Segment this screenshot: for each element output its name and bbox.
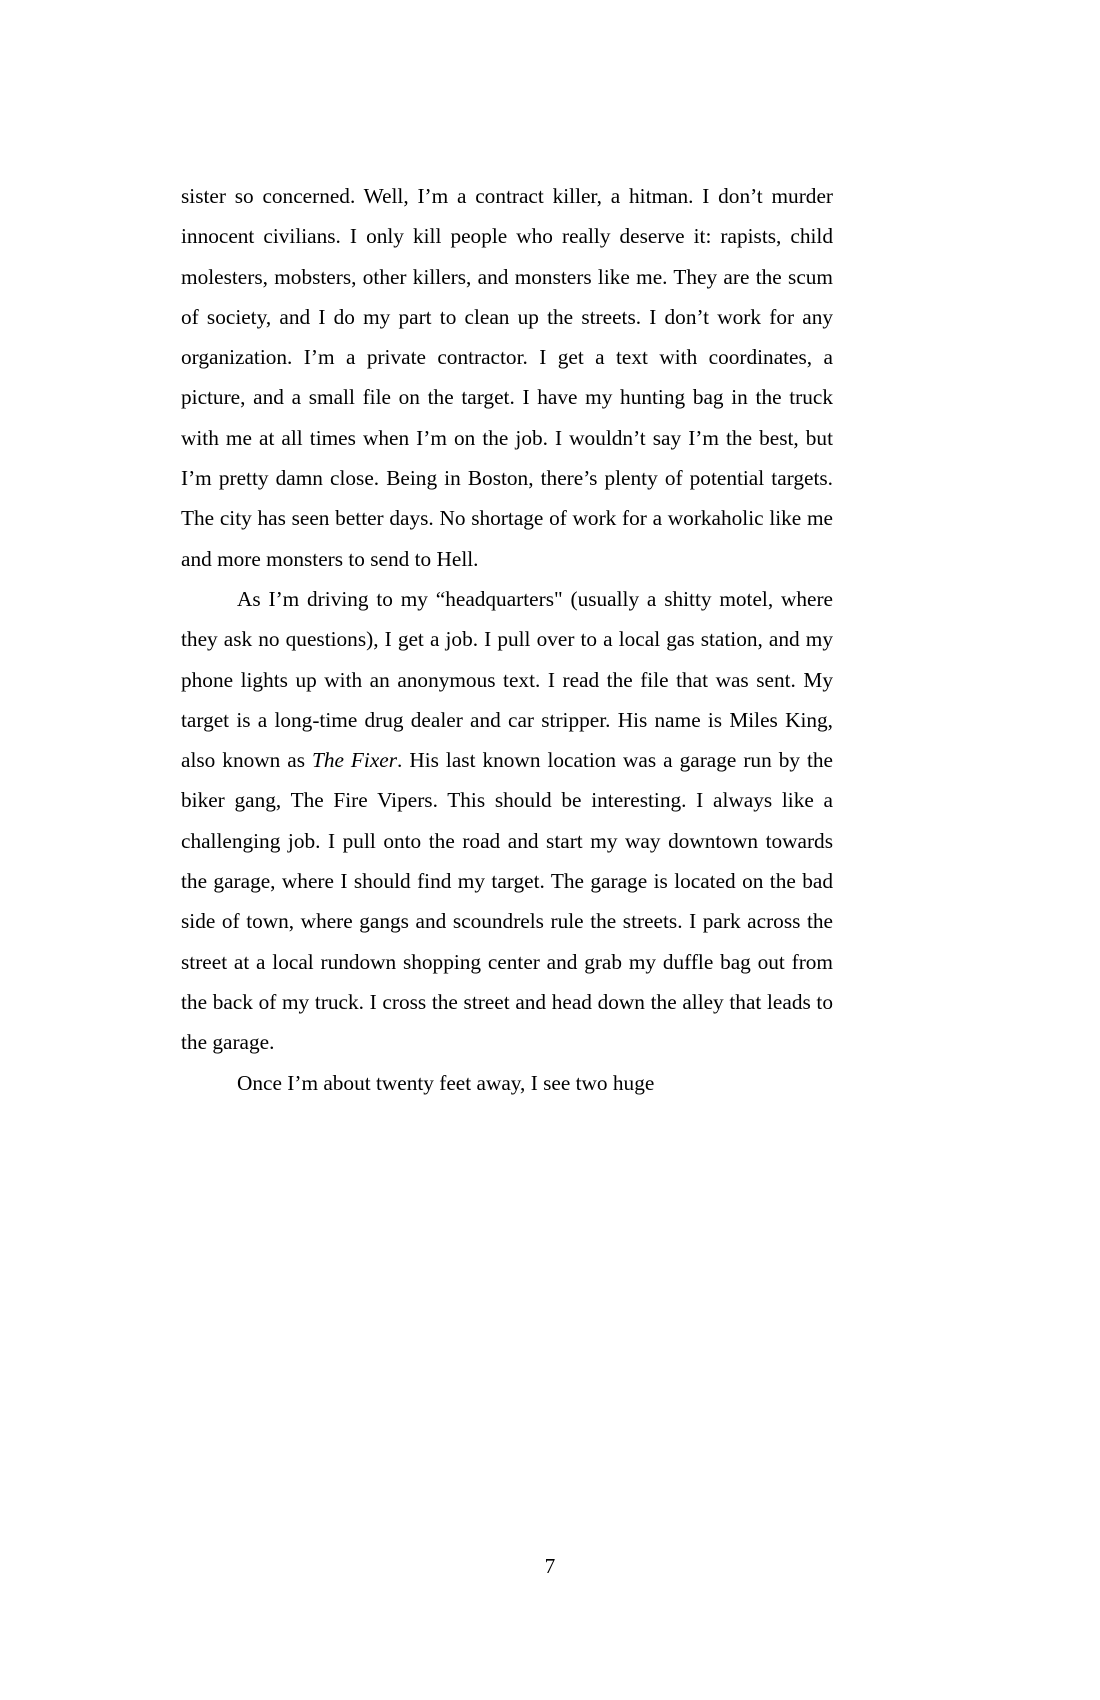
paragraph-2-text-before-italic: As I’m driving to my “headquarters" (usually a shitty motel, where they ask no questions), I get a job. I pull over to a local gas station, and my phone lights up with an anonymous text. I read the file that was sent. My target is a long-time drug dealer and car stripper. His name is Miles King, also known as [181, 586, 833, 773]
paragraph-2-text-after-italic: . His last known location was a garage run by the biker gang, The Fire Vipers. This should be interesting. I always like a challenging job. I pull onto the road and start my way downtown towards the garage, where I should find my target. The garage is located on the bad side of town, where gangs and scoundrels rule the streets. I park across the street at a local rundown shopping center and grab my duffle bag out from the back of my truck. I cross the street and head down the alley that leads to the garage. [181, 748, 834, 1055]
paragraph-2 [181, 579, 833, 1063]
paragraph-1: sister so concerned. Well, I’m a contract killer, a hitman. I don’t murder innocent civilians. I only kill people who really deserve it: rapists, child molesters, mobsters, other killers, and monsters like me. They are the scum of society, and I do my part to clean up the streets. I don’t work for any organization. I’m a private contractor. I get a text with coordinates, a picture, and a small file on the target. I have my hunting bag in the truck with me at all times when I’m on the job. I wouldn’t say I’m the best, but I’m pretty damn close. Being in Boston, there’s plenty of potential targets. The city has seen better days. No shortage of work for a workaholic like me and more monsters to send to Hell. [181, 184, 833, 571]
paragraph-2-italic-title: The Fixer [311, 748, 398, 773]
paragraph-3: Once I’m about twenty feet away, I see two huge [237, 1070, 655, 1095]
body-text-column [181, 176, 833, 1103]
page-number: 7 [544, 1554, 556, 1578]
